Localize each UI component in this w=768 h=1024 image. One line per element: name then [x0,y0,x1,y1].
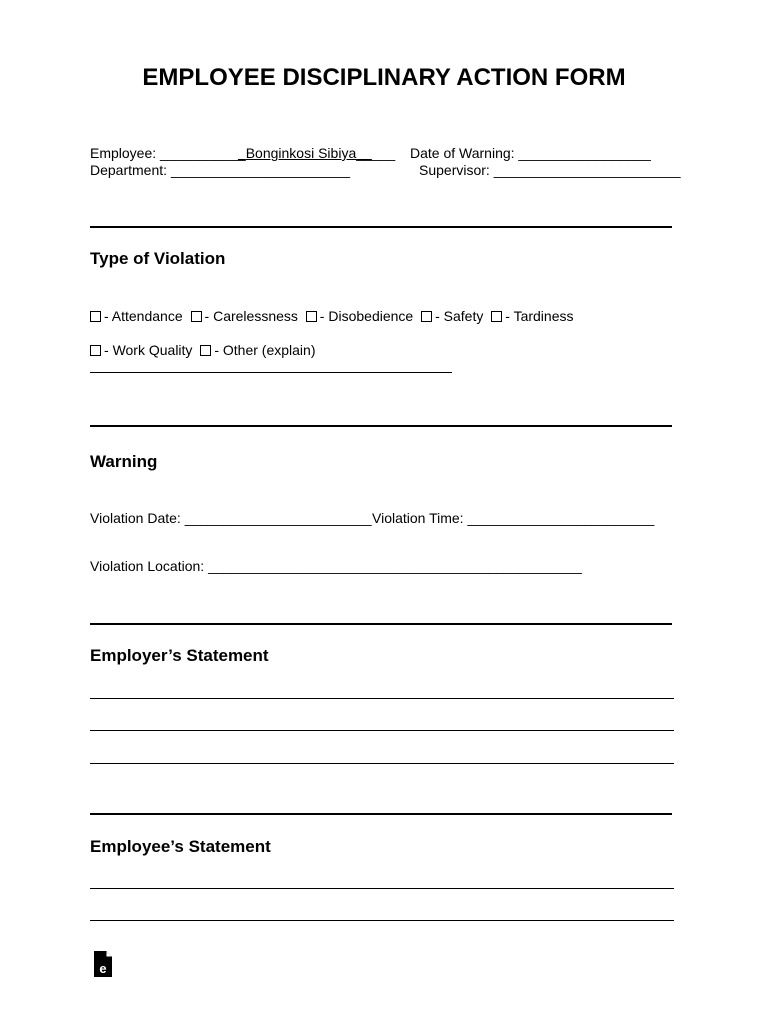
violation-options-row-2 [90,342,319,358]
supervisor-label: Supervisor: [419,162,490,178]
option-disobedience[interactable]: - Disobedience [306,308,413,324]
checkbox-icon[interactable] [491,311,502,322]
form-title: EMPLOYEE DISCIPLINARY ACTION FORM [142,64,626,91]
violation-time-label: Violation Time: [372,510,464,526]
employer-statement-line[interactable] [90,730,674,731]
violation-date-label: Violation Date: [90,510,181,526]
section-divider [90,226,672,228]
option-tardiness[interactable]: - Tardiness [491,308,573,324]
employer-statement-line[interactable] [90,763,674,764]
employee-statement-heading: Employee’s Statement [90,837,271,856]
supervisor-field[interactable]: Supervisor: ________________________ [419,162,681,178]
checkbox-icon[interactable] [200,345,211,356]
department-field[interactable]: Department: _______________________ [90,162,351,178]
violation-location-field[interactable]: Violation Location: ________________________________________________ [90,558,582,574]
checkbox-icon[interactable] [191,311,202,322]
violation-heading: Type of Violation [90,249,226,268]
svg-text:e: e [99,961,107,976]
section-divider [90,623,672,625]
employer-statement-heading: Employer’s Statement [90,646,269,665]
section-divider [90,813,672,815]
checkbox-icon[interactable] [421,311,432,322]
checkbox-icon[interactable] [90,311,101,322]
option-carelessness[interactable]: - Carelessness [191,308,298,324]
option-safety[interactable]: - Safety [421,308,483,324]
document-logo-icon [93,950,113,978]
employee-value: _Bonginkosi Sibiya__ [237,145,372,161]
violation-time-field[interactable]: Violation Time: ________________________ [372,510,655,526]
option-work-quality[interactable]: - Work Quality [90,342,192,358]
employee-label: Employee: [90,145,157,161]
violation-date-field[interactable]: Violation Date: ________________________ [90,510,372,526]
date-of-warning-label: Date of Warning: [410,145,515,161]
other-explain-line[interactable] [90,372,452,373]
warning-heading: Warning [90,452,158,471]
violation-location-label: Violation Location: [90,558,205,574]
section-divider [90,425,672,427]
employee-field[interactable]: Employee: ___________Bonginkosi Sibiya_____ [90,145,396,161]
department-label: Department: [90,162,168,178]
checkbox-icon[interactable] [306,311,317,322]
option-attendance[interactable]: - Attendance [90,308,183,324]
date-of-warning-field[interactable]: Date of Warning: _________________ [410,145,651,161]
checkbox-icon[interactable] [90,345,101,356]
employer-statement-line[interactable] [90,698,674,699]
employee-statement-line[interactable] [90,920,674,921]
option-other[interactable]: - Other (explain) [200,342,315,358]
employee-statement-line[interactable] [90,888,674,889]
violation-options-row-1 [90,308,577,324]
